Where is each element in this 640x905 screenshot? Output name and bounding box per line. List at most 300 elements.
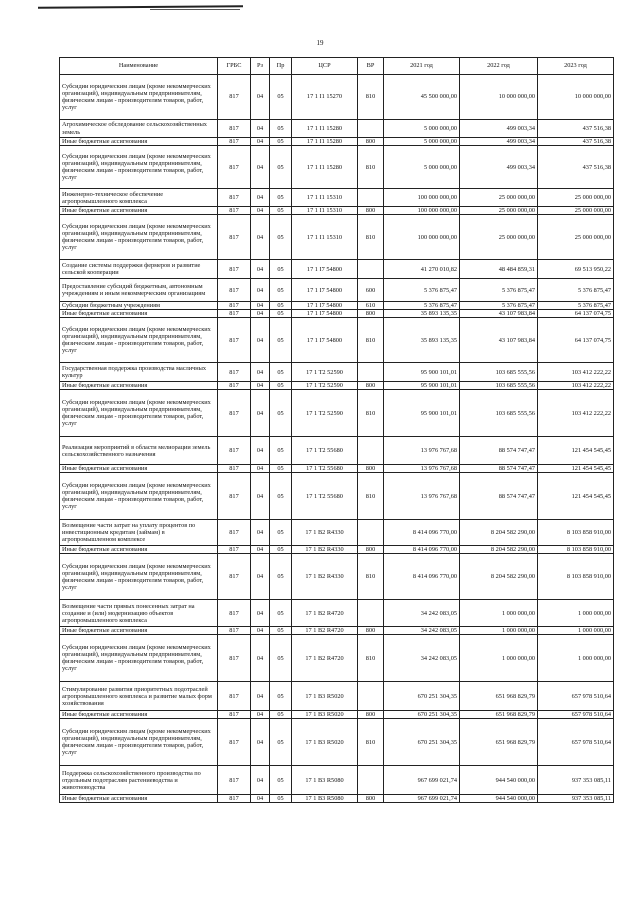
row-grbs-cell: 817 [218,390,251,437]
row-2022-cell: 499 003,34 [460,120,538,138]
row-pr-cell: 05 [270,302,292,310]
row-rz-cell: 04 [251,635,270,682]
row-rz-cell: 04 [251,318,270,363]
row-2021-cell: 35 893 135,35 [384,318,460,363]
row-pr-cell: 05 [270,390,292,437]
col-header-vr: ВР [358,58,384,75]
row-rz-cell: 04 [251,75,270,120]
table-row [60,382,614,390]
row-pr-cell: 05 [270,520,292,546]
row-2022-cell: 48 484 859,31 [460,260,538,279]
row-2022-cell: 10 000 000,00 [460,75,538,120]
row-name-cell: Субсидии юридическим лицам (кроме некоммерческих организаций), индивидуальным предпринимателям, физическим лицам - производителям товаров, работ, услуг [60,146,218,189]
row-2022-cell: 8 204 582 290,00 [460,554,538,600]
row-vr-cell [358,120,384,138]
row-2022-cell: 43 107 983,84 [460,310,538,318]
row-csr-cell: 17 1 I7 54800 [292,318,358,363]
row-rz-cell: 04 [251,546,270,554]
row-2022-cell: 5 376 875,47 [460,302,538,310]
row-name-cell: Иные бюджетные ассигнования [60,138,218,146]
row-grbs-cell: 817 [218,302,251,310]
row-rz-cell: 04 [251,719,270,766]
row-rz-cell: 04 [251,390,270,437]
row-2022-cell: 25 000 000,00 [460,207,538,215]
col-header-csr: ЦСР [292,58,358,75]
row-2023-cell: 1 000 000,00 [538,635,614,682]
row-grbs-cell: 817 [218,363,251,382]
table-row [60,146,614,189]
row-csr-cell: 17 1 B2 R4330 [292,554,358,600]
row-rz-cell: 04 [251,465,270,473]
table-row [60,473,614,520]
row-csr-cell: 17 1 T2 52590 [292,363,358,382]
row-grbs-cell: 817 [218,318,251,363]
row-vr-cell: 810 [358,75,384,120]
row-csr-cell: 17 1 B3 R5080 [292,795,358,803]
row-pr-cell: 05 [270,719,292,766]
row-2023-cell: 10 000 000,00 [538,75,614,120]
row-2021-cell: 670 251 304,35 [384,719,460,766]
row-csr-cell: 17 1 I7 54800 [292,279,358,302]
row-grbs-cell: 817 [218,546,251,554]
row-csr-cell: 17 1 T2 55680 [292,473,358,520]
row-csr-cell: 17 1 B2 R4330 [292,520,358,546]
row-csr-cell: 17 1 B3 R5020 [292,682,358,711]
row-2021-cell: 8 414 096 770,00 [384,554,460,600]
row-name-cell: Предоставление субсидий бюджетным, автономным учреждениям и иным некоммерческим организациям [60,279,218,302]
row-2021-cell: 95 900 101,01 [384,382,460,390]
row-2023-cell: 937 353 085,11 [538,795,614,803]
table-row [60,75,614,120]
table-row [60,520,614,546]
row-2021-cell: 100 000 000,00 [384,215,460,260]
row-vr-cell: 810 [358,635,384,682]
row-rz-cell: 04 [251,473,270,520]
row-rz-cell: 04 [251,382,270,390]
row-grbs-cell: 817 [218,437,251,465]
row-2021-cell: 967 699 021,74 [384,795,460,803]
row-pr-cell: 05 [270,382,292,390]
row-vr-cell: 800 [358,138,384,146]
row-name-cell: Возмещение части прямых понесенных затрат на создание и (или) модернизацию объектов агропромышленного комплекса [60,600,218,627]
row-2022-cell: 5 376 875,47 [460,279,538,302]
row-name-cell: Стимулирование развития приоритетных подотраслей агропромышленного комплекса и развитие малых форм хозяйствования [60,682,218,711]
row-2023-cell: 103 412 222,22 [538,390,614,437]
row-grbs-cell: 817 [218,260,251,279]
row-grbs-cell: 817 [218,382,251,390]
col-header-grbs: ГРБС [218,58,251,75]
row-name-cell: Иные бюджетные ассигнования [60,310,218,318]
row-vr-cell: 810 [358,473,384,520]
row-2022-cell: 499 003,34 [460,146,538,189]
row-2022-cell: 103 685 555,56 [460,382,538,390]
row-2021-cell: 967 699 021,74 [384,766,460,795]
row-2023-cell: 8 103 858 910,00 [538,546,614,554]
table-row [60,635,614,682]
row-rz-cell: 04 [251,437,270,465]
row-csr-cell: 17 1 I1 15280 [292,138,358,146]
row-2022-cell: 88 574 747,47 [460,437,538,465]
row-pr-cell: 05 [270,766,292,795]
row-2023-cell: 657 978 510,64 [538,682,614,711]
row-2023-cell: 103 412 222,22 [538,363,614,382]
table-row [60,363,614,382]
table-row [60,318,614,363]
row-name-cell: Субсидии юридическим лицам (кроме некоммерческих организаций), индивидуальным предпринимателям, физическим лицам - производителям товаров, работ, услуг [60,635,218,682]
col-header-2021: 2021 год [384,58,460,75]
row-grbs-cell: 817 [218,554,251,600]
row-csr-cell: 17 1 B2 R4720 [292,635,358,682]
row-rz-cell: 04 [251,189,270,207]
row-2021-cell: 5 000 000,00 [384,120,460,138]
row-pr-cell: 05 [270,795,292,803]
row-2021-cell: 13 976 767,68 [384,465,460,473]
row-2023-cell: 437 516,38 [538,120,614,138]
row-2021-cell: 34 242 083,05 [384,627,460,635]
row-2021-cell: 34 242 083,05 [384,600,460,627]
table-row [60,554,614,600]
row-csr-cell: 17 1 I1 15310 [292,215,358,260]
row-2021-cell: 45 500 000,00 [384,75,460,120]
row-name-cell: Поддержка сельскохозяйственного производства по отдельным подотраслям растениеводства и животноводства [60,766,218,795]
table-body [60,75,614,803]
row-pr-cell: 05 [270,437,292,465]
row-vr-cell: 810 [358,215,384,260]
row-pr-cell: 05 [270,120,292,138]
table-row [60,795,614,803]
row-2021-cell: 13 976 767,68 [384,473,460,520]
row-grbs-cell: 817 [218,600,251,627]
row-2023-cell: 937 353 085,11 [538,766,614,795]
row-csr-cell: 17 1 T2 52590 [292,382,358,390]
row-vr-cell: 810 [358,146,384,189]
row-vr-cell [358,766,384,795]
row-pr-cell: 05 [270,600,292,627]
row-vr-cell [358,437,384,465]
row-grbs-cell: 817 [218,635,251,682]
row-csr-cell: 17 1 T2 55680 [292,437,358,465]
row-rz-cell: 04 [251,260,270,279]
row-name-cell: Агрохимическое обследование сельскохозяйственных земель [60,120,218,138]
row-rz-cell: 04 [251,627,270,635]
row-2021-cell: 34 242 083,05 [384,635,460,682]
row-vr-cell [358,600,384,627]
col-header-2023: 2023 год [538,58,614,75]
row-name-cell: Инженерно-техническое обеспечение агропромышленного комплекса [60,189,218,207]
row-grbs-cell: 817 [218,138,251,146]
table-row [60,207,614,215]
row-rz-cell: 04 [251,279,270,302]
row-name-cell: Возмещение части затрат на уплату процентов по инвестиционным кредитам (займам) в агропромышленном комплексе [60,520,218,546]
row-csr-cell: 17 1 B3 R5080 [292,766,358,795]
row-csr-cell: 17 1 I7 54800 [292,302,358,310]
row-grbs-cell: 817 [218,520,251,546]
row-pr-cell: 05 [270,635,292,682]
row-grbs-cell: 817 [218,711,251,719]
row-rz-cell: 04 [251,600,270,627]
row-csr-cell: 17 1 I7 54800 [292,310,358,318]
row-vr-cell: 600 [358,279,384,302]
row-vr-cell: 800 [358,207,384,215]
row-2023-cell: 657 978 510,64 [538,711,614,719]
row-pr-cell: 05 [270,215,292,260]
row-2023-cell: 437 516,38 [538,138,614,146]
row-2023-cell: 5 376 875,47 [538,279,614,302]
row-2021-cell: 35 893 135,35 [384,310,460,318]
row-pr-cell: 05 [270,546,292,554]
row-name-cell: Иные бюджетные ассигнования [60,465,218,473]
row-2021-cell: 100 000 000,00 [384,189,460,207]
row-vr-cell: 800 [358,795,384,803]
row-vr-cell: 800 [358,465,384,473]
row-csr-cell: 17 1 I1 15270 [292,75,358,120]
row-2022-cell: 25 000 000,00 [460,215,538,260]
row-rz-cell: 04 [251,711,270,719]
row-2022-cell: 1 000 000,00 [460,627,538,635]
row-2023-cell: 8 103 858 910,00 [538,554,614,600]
row-2023-cell: 64 137 074,75 [538,318,614,363]
row-grbs-cell: 817 [218,627,251,635]
table-row [60,465,614,473]
row-pr-cell: 05 [270,554,292,600]
row-vr-cell [358,189,384,207]
row-2023-cell: 121 454 545,45 [538,437,614,465]
row-name-cell: Субсидии юридическим лицам (кроме некоммерческих организаций), индивидуальным предпринимателям, физическим лицам - производителям товаров, работ, услуг [60,390,218,437]
row-grbs-cell: 817 [218,719,251,766]
row-grbs-cell: 817 [218,189,251,207]
row-rz-cell: 04 [251,138,270,146]
row-name-cell: Субсидии юридическим лицам (кроме некоммерческих организаций), индивидуальным предпринимателям, физическим лицам - производителям товаров, работ, услуг [60,75,218,120]
row-name-cell: Субсидии юридическим лицам (кроме некоммерческих организаций), индивидуальным предпринимателям, физическим лицам - производителям товаров, работ, услуг [60,318,218,363]
row-2021-cell: 670 251 304,35 [384,682,460,711]
row-vr-cell: 810 [358,719,384,766]
row-pr-cell: 05 [270,146,292,189]
row-vr-cell [358,682,384,711]
table-row [60,719,614,766]
row-name-cell: Субсидии юридическим лицам (кроме некоммерческих организаций), индивидуальным предпринимателям, физическим лицам - производителям товаров, работ, услуг [60,473,218,520]
row-2022-cell: 103 685 555,56 [460,390,538,437]
row-2022-cell: 8 204 582 290,00 [460,520,538,546]
row-pr-cell: 05 [270,318,292,363]
row-csr-cell: 17 1 B2 R4330 [292,546,358,554]
row-pr-cell: 05 [270,207,292,215]
row-2021-cell: 8 414 096 770,00 [384,520,460,546]
col-header-rz: Рз [251,58,270,75]
row-vr-cell [358,520,384,546]
row-grbs-cell: 817 [218,473,251,520]
row-2022-cell: 651 968 829,79 [460,711,538,719]
row-rz-cell: 04 [251,554,270,600]
row-name-cell: Субсидии юридическим лицам (кроме некоммерческих организаций), индивидуальным предпринимателям, физическим лицам - производителям товаров, работ, услуг [60,554,218,600]
row-csr-cell: 17 1 T2 55680 [292,465,358,473]
row-vr-cell: 610 [358,302,384,310]
row-2021-cell: 670 251 304,35 [384,711,460,719]
row-2023-cell: 25 000 000,00 [538,207,614,215]
row-2023-cell: 437 516,38 [538,146,614,189]
row-2021-cell: 100 000 000,00 [384,207,460,215]
row-grbs-cell: 817 [218,207,251,215]
row-2023-cell: 8 103 858 910,00 [538,520,614,546]
row-2023-cell: 1 000 000,00 [538,600,614,627]
row-rz-cell: 04 [251,120,270,138]
table-header-row [60,58,614,75]
page-number: 19 [316,39,324,47]
row-rz-cell: 04 [251,302,270,310]
row-grbs-cell: 817 [218,310,251,318]
row-2021-cell: 41 270 010,82 [384,260,460,279]
row-2021-cell: 5 000 000,00 [384,146,460,189]
row-vr-cell: 800 [358,382,384,390]
row-2022-cell: 944 540 000,00 [460,795,538,803]
row-name-cell: Субсидии бюджетным учреждениям [60,302,218,310]
row-name-cell: Иные бюджетные ассигнования [60,207,218,215]
row-rz-cell: 04 [251,766,270,795]
row-csr-cell: 17 1 I1 15280 [292,120,358,138]
row-vr-cell: 810 [358,318,384,363]
table-row [60,215,614,260]
table-row [60,390,614,437]
table-row [60,138,614,146]
row-csr-cell: 17 1 I7 54800 [292,260,358,279]
row-vr-cell [358,260,384,279]
row-2022-cell: 1 000 000,00 [460,635,538,682]
row-2023-cell: 25 000 000,00 [538,215,614,260]
row-rz-cell: 04 [251,207,270,215]
scan-artifact-line [150,9,240,10]
row-pr-cell: 05 [270,279,292,302]
row-grbs-cell: 817 [218,215,251,260]
row-2022-cell: 88 574 747,47 [460,465,538,473]
row-csr-cell: 17 1 I1 15310 [292,207,358,215]
row-grbs-cell: 817 [218,279,251,302]
table-row [60,682,614,711]
row-grbs-cell: 817 [218,766,251,795]
table-row [60,627,614,635]
row-name-cell: Иные бюджетные ассигнования [60,711,218,719]
row-name-cell: Иные бюджетные ассигнования [60,382,218,390]
table-row [60,260,614,279]
row-rz-cell: 04 [251,682,270,711]
row-2023-cell: 1 000 000,00 [538,627,614,635]
row-2023-cell: 64 137 074,75 [538,310,614,318]
row-2022-cell: 25 000 000,00 [460,189,538,207]
table-row [60,437,614,465]
row-2023-cell: 5 376 875,47 [538,302,614,310]
row-rz-cell: 04 [251,795,270,803]
row-pr-cell: 05 [270,310,292,318]
row-vr-cell [358,363,384,382]
row-vr-cell: 800 [358,711,384,719]
row-2021-cell: 13 976 767,68 [384,437,460,465]
row-2023-cell: 121 454 545,45 [538,473,614,520]
row-2023-cell: 121 454 545,45 [538,465,614,473]
row-2022-cell: 1 000 000,00 [460,600,538,627]
row-name-cell: Субсидии юридическим лицам (кроме некоммерческих организаций), индивидуальным предпринимателям, физическим лицам - производителям товаров, работ, услуг [60,215,218,260]
row-csr-cell: 17 1 I1 15310 [292,189,358,207]
table-row [60,600,614,627]
table-row [60,120,614,138]
row-rz-cell: 04 [251,146,270,189]
row-name-cell: Создание системы поддержки фермеров и развитие сельской кооперации [60,260,218,279]
row-2021-cell: 95 900 101,01 [384,363,460,382]
row-rz-cell: 04 [251,363,270,382]
row-vr-cell: 810 [358,390,384,437]
row-pr-cell: 05 [270,473,292,520]
row-name-cell: Иные бюджетные ассигнования [60,546,218,554]
row-2021-cell: 95 900 101,01 [384,390,460,437]
col-header-pr: Пр [270,58,292,75]
row-pr-cell: 05 [270,711,292,719]
row-2023-cell: 25 000 000,00 [538,189,614,207]
budget-table [59,57,614,803]
row-2021-cell: 8 414 096 770,00 [384,546,460,554]
table-row [60,310,614,318]
row-name-cell: Государственная поддержка производства масличных культур [60,363,218,382]
row-rz-cell: 04 [251,520,270,546]
row-pr-cell: 05 [270,75,292,120]
table-row [60,711,614,719]
row-pr-cell: 05 [270,682,292,711]
row-grbs-cell: 817 [218,120,251,138]
row-grbs-cell: 817 [218,75,251,120]
row-2021-cell: 5 376 875,47 [384,302,460,310]
col-header-name: Наименование [60,58,218,75]
row-2022-cell: 499 003,34 [460,138,538,146]
row-csr-cell: 17 1 T2 52590 [292,390,358,437]
row-2023-cell: 657 978 510,64 [538,719,614,766]
row-2022-cell: 8 204 582 290,00 [460,546,538,554]
row-vr-cell: 810 [358,554,384,600]
row-csr-cell: 17 1 B2 R4720 [292,627,358,635]
row-pr-cell: 05 [270,138,292,146]
row-rz-cell: 04 [251,215,270,260]
col-header-2022: 2022 год [460,58,538,75]
row-2022-cell: 103 685 555,56 [460,363,538,382]
row-csr-cell: 17 1 B2 R4720 [292,600,358,627]
row-name-cell: Иные бюджетные ассигнования [60,627,218,635]
row-csr-cell: 17 1 I1 15280 [292,146,358,189]
row-pr-cell: 05 [270,627,292,635]
table-row [60,546,614,554]
row-2022-cell: 88 574 747,47 [460,473,538,520]
table-row [60,189,614,207]
row-2021-cell: 5 000 000,00 [384,138,460,146]
row-vr-cell: 800 [358,546,384,554]
row-2022-cell: 944 540 000,00 [460,766,538,795]
row-csr-cell: 17 1 B3 R5020 [292,711,358,719]
row-grbs-cell: 817 [218,795,251,803]
row-2021-cell: 5 376 875,47 [384,279,460,302]
table-row [60,279,614,302]
row-2023-cell: 103 412 222,22 [538,382,614,390]
row-vr-cell: 800 [358,627,384,635]
row-pr-cell: 05 [270,260,292,279]
row-pr-cell: 05 [270,465,292,473]
row-2022-cell: 43 107 983,84 [460,318,538,363]
row-pr-cell: 05 [270,363,292,382]
row-2022-cell: 651 968 829,79 [460,682,538,711]
table-row [60,302,614,310]
row-rz-cell: 04 [251,310,270,318]
row-pr-cell: 05 [270,189,292,207]
row-grbs-cell: 817 [218,682,251,711]
row-vr-cell: 800 [358,310,384,318]
row-name-cell: Иные бюджетные ассигнования [60,795,218,803]
row-name-cell: Субсидии юридическим лицам (кроме некоммерческих организаций), индивидуальным предпринимателям, физическим лицам - производителям товаров, работ, услуг [60,719,218,766]
row-2023-cell: 69 513 950,22 [538,260,614,279]
table-row [60,766,614,795]
row-grbs-cell: 817 [218,465,251,473]
